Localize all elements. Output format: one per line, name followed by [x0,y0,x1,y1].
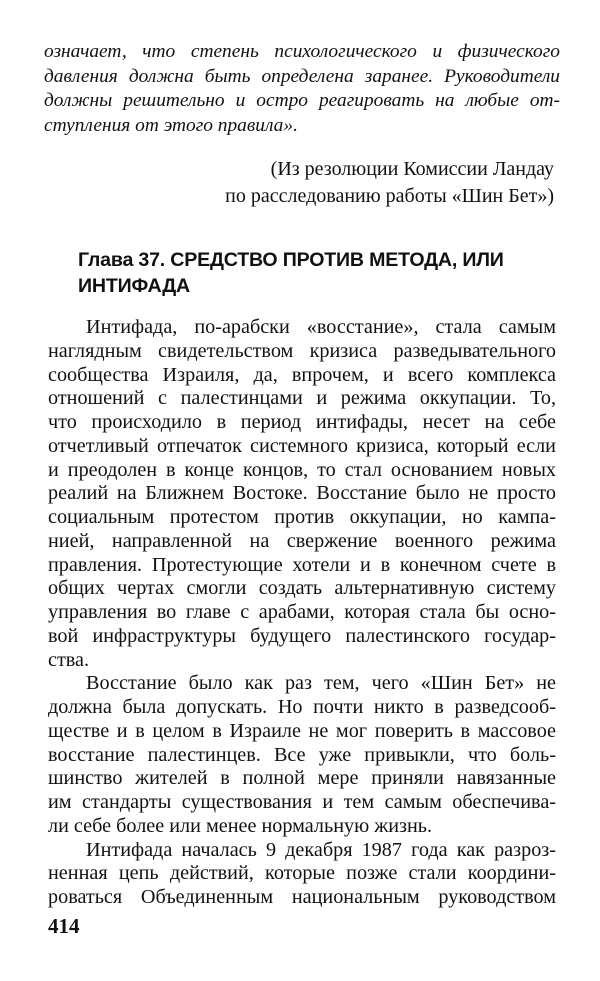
text-line: отчетливый отпечаток системного кризиса, который если [48,434,556,457]
epigraph-line: давления должна быть определена заранее. Руководители [44,65,560,87]
text-line: нией, направленной на свержение военного режима [48,529,556,552]
text-line: ществе и в целом в Израиле не мог поверить в массовое [48,719,556,742]
epigraph-line: ступления от этого правила». [44,114,298,136]
text-line: Интифада, по-арабски «восстание», стала самым [86,316,556,338]
text-line: что происходило в период интифады, несет на себе [48,411,556,433]
text-line: общих чертах смогли создать альтернативную систему [48,577,556,600]
text-line: восстание палестинцев. Все уже привыкли, что боль- [48,743,556,766]
epigraph-line: должны решительно и остро реагировать на любые от- [44,90,560,112]
text-line: Восстание было как раз тем, чего «Шин Бет» не [86,672,556,695]
chapter-title: Глава 37. СРЕДСТВО ПРОТИВ МЕТОДА, ИЛИ ИНТИФАДА [78,249,504,297]
text-line: шинство жителей в полной мере приняли навязанные [48,767,556,790]
text-line: реалий на Ближнем Востоке. Восстание было не просто [48,482,556,505]
text-line: отношений с палестинцами и режима оккупации. То, [48,387,556,410]
text-line: должна была допускать. Но почти никто в разведсооб- [48,696,556,718]
page-number: 414 [48,914,80,938]
text-line: ли себе более или менее нормальную жизнь. [48,814,433,837]
text-line: и преодолен в конце концов, то стал основанием новых [48,458,556,481]
source-line: (Из резолюции Комиссии Ландау [270,158,554,180]
text-line: им стандарты существования и тем самым обеспечива- [48,791,556,813]
text-line: правления. Протестующие хотели и в конечном счете в [48,553,556,576]
body-text [48,316,556,910]
text-line: Интифада началась 9 декабря 1987 года как разроз- [86,838,556,861]
text-line: сообщества Израиля, да, впрочем, и всего комплекса [48,363,556,386]
text-line: наглядным свидетельством кризиса разведывательного [48,339,556,362]
text-line: вой инфраструктуры будущего палестинского государ- [48,624,556,647]
text-line: управления во главе с арабами, которая стала бы осно- [48,601,556,623]
text-line: роваться Объединенным национальным руководством [48,886,556,908]
text-line: ства. [48,648,90,671]
epigraph [44,40,560,138]
epigraph-line: означает, что степень психологического и физического [44,41,560,62]
epigraph-source [225,156,554,210]
text-line: ненная цепь действий, которые позже стали координи- [48,862,556,885]
text-line: социальным протестом против оккупации, но кампа- [48,506,556,528]
source-line: по расследованию работы «Шин Бет») [225,185,554,207]
